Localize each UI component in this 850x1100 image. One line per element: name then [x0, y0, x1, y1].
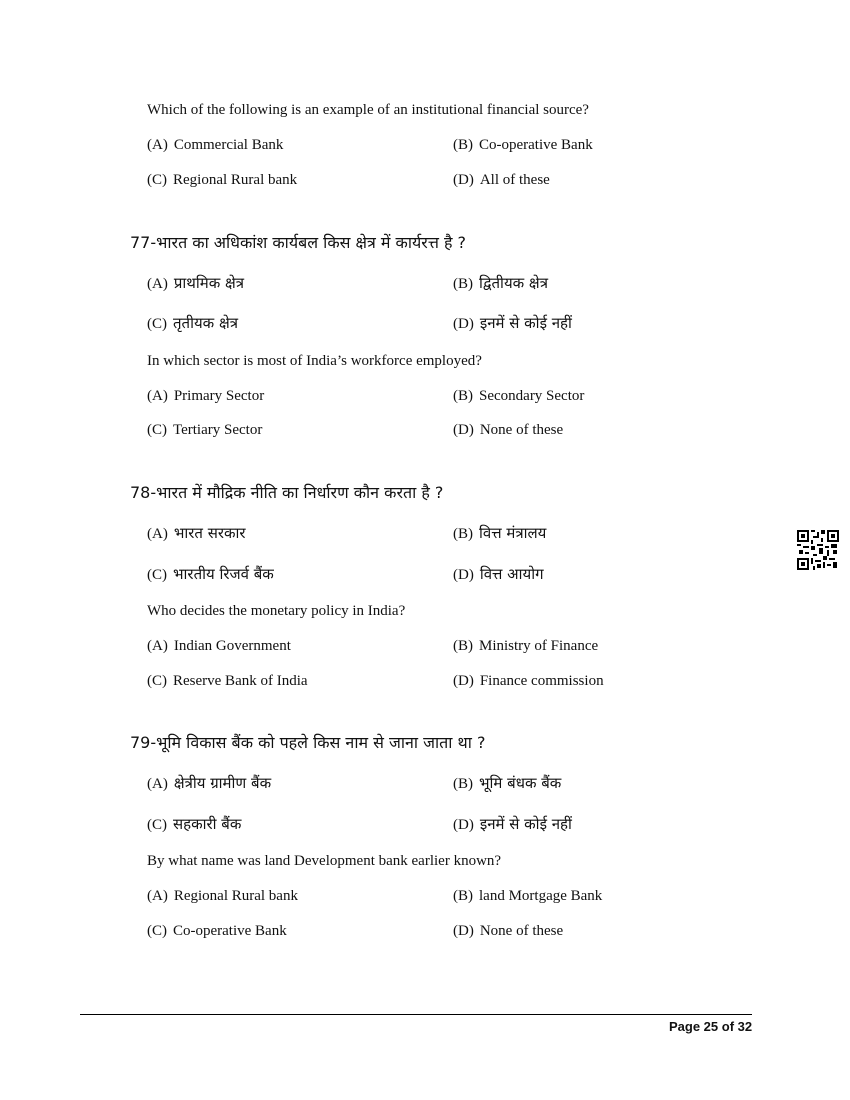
- q77-hi-question: 77-भारत का अधिकांश कार्यबल किस क्षेत्र में कार्यरत्त है ?: [130, 233, 467, 252]
- q79-en-option-c: (C) Co-operative Bank: [147, 923, 287, 939]
- q78-hi-option-c: (C) भारतीय रिजर्व बैंक: [147, 565, 274, 583]
- q76-en-option-d: (D) All of these: [453, 172, 550, 188]
- q77-en-question: In which sector is most of India’s workforce employed?: [147, 353, 482, 369]
- q79-hi-option-c: (C) सहकारी बैंक: [147, 815, 242, 833]
- q79-en-question: By what name was land Development bank earlier known?: [147, 853, 502, 869]
- q78-en-option-d: (D) Finance commission: [453, 673, 604, 689]
- q78-hi-option-d: (D) वित्त आयोग: [453, 565, 544, 583]
- q77-hi-option-a: (A) प्राथमिक क्षेत्र: [147, 274, 245, 292]
- q78-hi-option-a: (A) भारत सरकार: [147, 524, 246, 542]
- page-number: Page 25 of 32: [669, 1019, 753, 1034]
- q77-hi-option-c: (C) तृतीयक क्षेत्र: [147, 314, 239, 332]
- q79-en-option-b: (B) land Mortgage Bank: [453, 888, 603, 904]
- q76-en-option-b: (B) Co-operative Bank: [453, 137, 593, 153]
- q79-en-option-d: (D) None of these: [453, 923, 564, 939]
- footer-divider: [80, 1014, 752, 1015]
- q76-en-option-a: (A) Commercial Bank: [147, 137, 284, 153]
- q77-en-option-b: (B) Secondary Sector: [453, 388, 585, 404]
- q79-hi-option-d: (D) इनमें से कोई नहीं: [453, 815, 572, 833]
- qr-code-icon: [797, 530, 839, 570]
- q77-hi-option-d: (D) इनमें से कोई नहीं: [453, 314, 572, 332]
- q78-hi-option-b: (B) वित्त मंत्रालय: [453, 524, 547, 542]
- q77-en-option-a: (A) Primary Sector: [147, 388, 265, 404]
- q77-hi-option-b: (B) द्वितीयक क्षेत्र: [453, 274, 548, 292]
- q76-en-option-c: (C) Regional Rural bank: [147, 172, 298, 188]
- q78-en-option-c: (C) Reserve Bank of India: [147, 673, 308, 689]
- q78-en-option-a: (A) Indian Government: [147, 638, 291, 654]
- q78-hi-question: 78-भारत में मौद्रिक नीति का निर्धारण कौन करता है ?: [130, 483, 444, 502]
- q77-en-option-c: (C) Tertiary Sector: [147, 422, 263, 438]
- q78-en-option-b: (B) Ministry of Finance: [453, 638, 599, 654]
- q79-hi-option-a: (A) क्षेत्रीय ग्रामीण बैंक: [147, 774, 272, 792]
- q79-en-option-a: (A) Regional Rural bank: [147, 888, 298, 904]
- q79-hi-question: 79-भूमि विकास बैंक को पहले किस नाम से जाना जाता था ?: [130, 733, 486, 752]
- q76-en-question: Which of the following is an example of an institutional financial source?: [147, 102, 589, 118]
- q77-en-option-d: (D) None of these: [453, 422, 564, 438]
- q79-hi-option-b: (B) भूमि बंधक बैंक: [453, 774, 562, 792]
- q78-en-question: Who decides the monetary policy in India?: [147, 603, 406, 619]
